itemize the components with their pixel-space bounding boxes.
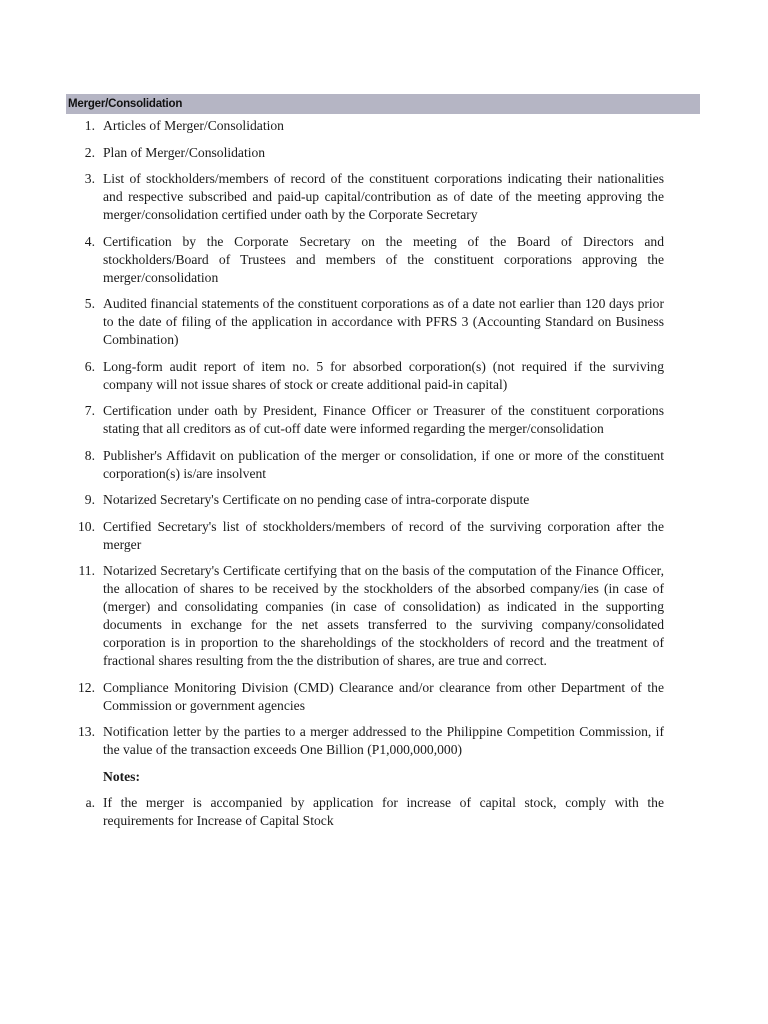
note-text: If the merger is accompanied by application for increase of capital stock, comply with the requirements for Increase of Capital Stock [103, 795, 664, 828]
section-header: Merger/Consolidation [66, 94, 700, 114]
item-text: Certified Secretary's list of stockholders/members of record of the surviving corporation after the merger [103, 518, 664, 552]
list-item [66, 491, 664, 509]
item-text: List of stockholders/members of record of the constituent corporations indicating their nationalities and respective subscribed and paid-up capital/contribution as of date of the meeting approving the merger/consolidation certified under oath by the Corporate Secretary [103, 171, 664, 222]
item-text: Notification letter by the parties to a merger addressed to the Philippine Competition Commission, if the value of the transaction exceeds One Billion (P1,000,000,000) [103, 724, 664, 757]
item-number: 10. [78, 518, 95, 534]
list-item [66, 679, 664, 715]
list-item [66, 723, 664, 759]
item-text: Articles of Merger/Consolidation [103, 118, 284, 133]
requirements-list [66, 117, 664, 839]
item-text: Notarized Secretary's Certificate on no pending case of intra-corporate dispute [103, 492, 530, 507]
notes-heading [66, 768, 664, 786]
item-text: Compliance Monitoring Division (CMD) Clearance and/or clearance from other Department of the Commission or government agencies [103, 679, 664, 713]
list-item [66, 358, 664, 394]
list-item [66, 402, 664, 438]
note-letter: a. [85, 795, 95, 810]
item-text: Audited financial statements of the constituent corporations as of a date not earlier than 120 days prior to the date of filing of the application in accordance with PFRS 3 (Accounting Standard on Business Combination) [103, 296, 664, 347]
list-item [66, 295, 664, 349]
list-item [66, 117, 664, 135]
item-text: Long-form audit report of item no. 5 for absorbed corporation(s) (not required if the surviving company will not issue shares of stock or create additional paid-in capital) [103, 358, 664, 392]
item-number: 6. [84, 358, 95, 374]
item-number: 4. [84, 233, 95, 249]
item-number: 1. [84, 118, 95, 133]
item-number: 11. [78, 563, 95, 578]
item-number: 5. [84, 296, 95, 311]
list-item [66, 233, 664, 287]
note-item [66, 794, 664, 830]
item-text: Certification by the Corporate Secretary on the meeting of the Board of Directors and stockholders/Board of Trustees and members of the constituent corporations approving the merger/consolidation [103, 233, 664, 285]
list-item [66, 447, 664, 483]
item-text: Notarized Secretary's Certificate certifying that on the basis of the computation of the Finance Officer, the allocation of shares to be received by the stockholders of the absorbed company/ies (in case of (merger) and consolidating companies (in case of consolidation) as indicated in the supporting documents in exchange for the net assets transferred to the surviving company/consolidated corporation is in proportion to the shareholdings of the stockholders of record and the treatment of fractional shares resulting from the the distribution of shares, are true and correct. [103, 563, 664, 668]
item-text: Certification under oath by President, Finance Officer or Treasurer of the constituent corporations stating that all creditors as of cut-off date were informed regarding the merger/consolidation [103, 403, 664, 436]
list-item [66, 562, 664, 670]
notes-label: Notes: [103, 768, 140, 784]
item-number: 3. [84, 171, 95, 186]
list-item [66, 144, 664, 162]
item-text: Plan of Merger/Consolidation [103, 144, 266, 160]
item-number: 9. [84, 492, 95, 507]
list-item [66, 518, 664, 554]
item-number: 13. [78, 724, 95, 739]
item-number: 2. [84, 144, 95, 160]
item-number: 7. [84, 403, 95, 418]
item-number: 12. [78, 679, 95, 695]
list-item [66, 170, 664, 224]
item-text: Publisher's Affidavit on publication of the merger or consolidation, if one or more of the constituent corporation(s) is/are insolvent [103, 447, 664, 481]
item-number: 8. [84, 447, 95, 463]
